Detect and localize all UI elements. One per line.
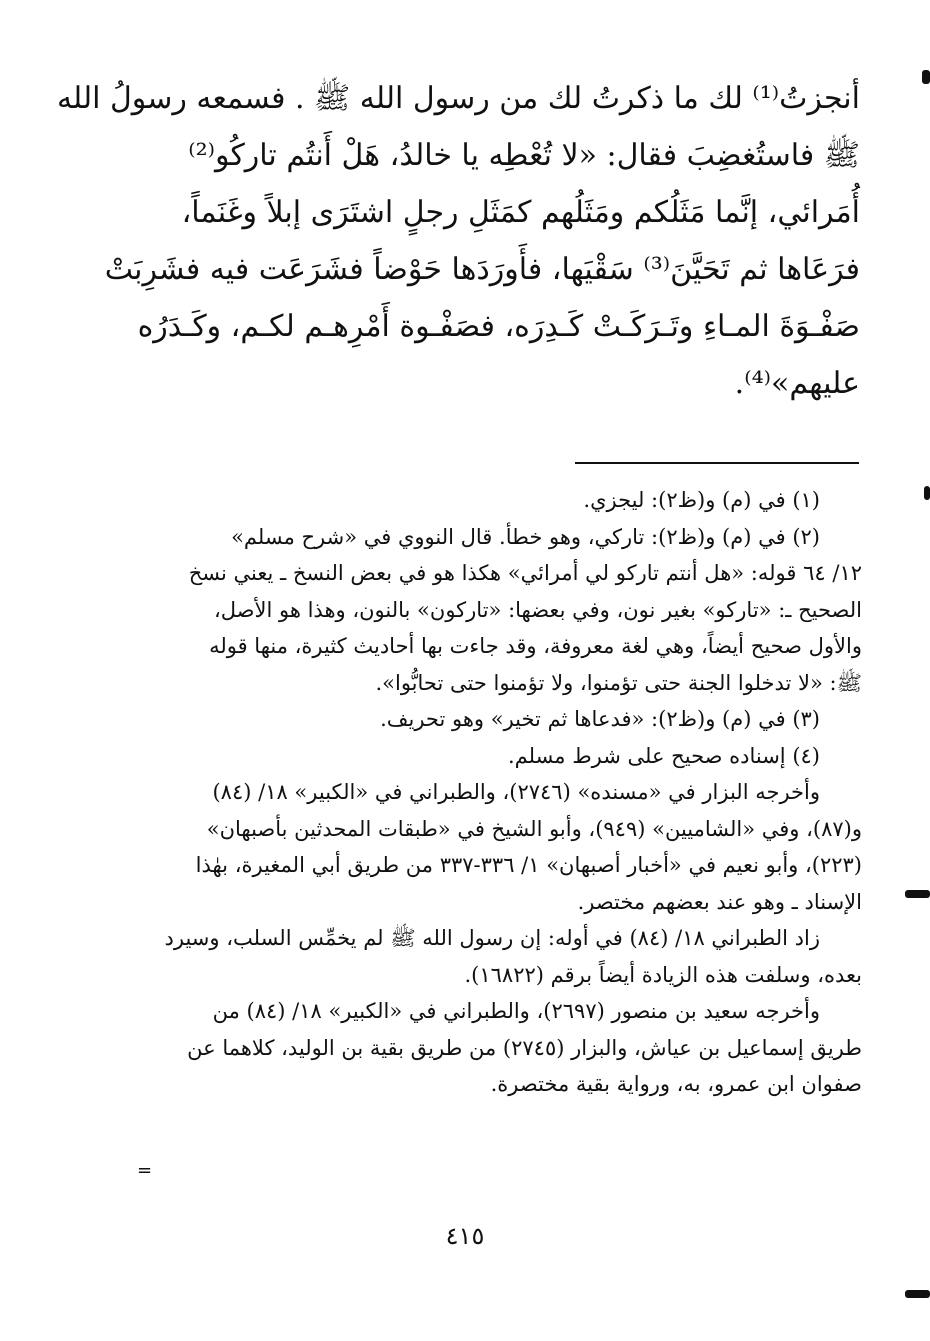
footnote-line: (٣) في (م) و(ظ٢): «فدعاها ثم تخير» وهو تحريف.	[380, 707, 820, 731]
scan-margin-mark	[905, 890, 930, 898]
footnote-line: الإسناد ـ وهو عند بعضهم مختصر.	[577, 889, 862, 914]
footnote-line: الصحيح ـ: «تاركو» بغير نون، وفي بعضها: «تاركون» بالنون، وهذا هو الأصل،	[214, 597, 862, 622]
footnote-line: ١٢/ ٦٤ قوله: «هل أنتم تاركو لي أمرائي» هكذا هو في بعض النسخ ـ يعني نسخ	[188, 561, 862, 585]
footnote-line: (٢٢٣)، وأبو نعيم في «أخبار أصبهان» ١/ ٣٣٦-٣٣٧ من طريق أبي المغيرة، بهٰذا	[195, 853, 862, 877]
footnote-line: (١) في (م) و(ظ٢): ليجزي.	[583, 488, 820, 512]
main-text	[56, 70, 860, 412]
footnote-2	[150, 519, 862, 556]
scan-margin-mark	[922, 70, 930, 84]
scan-margin-mark	[905, 1290, 930, 1298]
footnote-line: بعده، وسلفت هذه الزيادة أيضاً برقم (١٦٨٢٢).	[464, 962, 862, 987]
footnotes	[150, 482, 862, 1103]
footnote-line: وأخرجه سعيد بن منصور (٢٦٩٧)، والطبراني في «الكبير» ١٨/ (٨٤) من	[212, 999, 820, 1023]
main-text-line: فرَعَاها ثم تَحَيَّنَ⁽³⁾ سَقْيَها، فأَورَدَها حَوْضاً فشَرَعَت فيه فشَرِبَتْ	[104, 252, 860, 287]
footnote-line: والأول صحيح أيضاً، وهي لغة معروفة، وقد جاءت بها أحاديث كثيرة، منها قوله	[209, 634, 862, 658]
page-number: ٤١٥	[445, 1222, 485, 1250]
footnote-line: طريق إسماعيل بن عياش، والبزار (٢٧٤٥) من طريق بقية بن الوليد، كلاهما عن	[187, 1035, 862, 1060]
scan-margin-mark	[924, 486, 930, 500]
continuation-mark: =	[137, 1160, 153, 1181]
footnote-4-addition-continued	[150, 957, 862, 994]
footnote-line: صفوان ابن عمرو، به، ورواية بقية مختصرة.	[490, 1072, 862, 1096]
footnote-4-takhrij-continued	[150, 811, 862, 921]
footnote-4	[150, 738, 862, 775]
footnote-line: ﷺ: «لا تدخلوا الجنة حتى تؤمنوا، ولا تؤمنوا حتى تحابُّوا».	[375, 670, 862, 695]
footnote-line: زاد الطبراني ١٨/ (٨٤) في أوله: إن رسول الله ﷺ لم يخمِّس السلب، وسيرد	[164, 926, 820, 950]
main-text-line: أنجزتُ⁽¹⁾ لك ما ذكرتُ لك من رسول الله ﷺ . فسمعه رسولُ الله	[56, 81, 860, 116]
main-text-line: عليهم»⁽⁴⁾.	[734, 366, 860, 401]
main-text-line: ﷺ فاستُغضِبَ فقال: «لا تُعْطِه يا خالدُ، هَلْ أَنتُم تاركُو⁽²⁾	[188, 138, 860, 173]
footnote-4-other-routes-continued	[150, 1030, 862, 1103]
footnote-4-other-routes	[150, 993, 862, 1030]
footnote-line: وأخرجه البزار في «مسنده» (٢٧٤٦)، والطبراني في «الكبير» ١٨/ (٨٤)	[212, 780, 820, 804]
footnote-4-addition	[150, 920, 862, 957]
footnote-2-continued	[150, 555, 862, 701]
footnote-separator	[575, 462, 859, 464]
footnote-3	[150, 701, 862, 738]
main-text-line: أُمَرائي، إنَّما مَثَلُكم ومَثَلُهم كمَثَلِ رجلٍ اشتَرَى إبلاً وغَنَماً،	[181, 195, 860, 230]
footnote-4-takhrij	[150, 774, 862, 811]
footnote-line: و(٨٧)، وفي «الشاميين» (٩٤٩)، وأبو الشيخ في «طبقات المحدثين بأصبهان»	[206, 816, 862, 841]
main-text-line: صَفْـوَةَ المـاءِ وتَـرَكَـتْ كَـدِرَه، فصَفْـوة أَمْرِهـم لكـم، وكَـدَرُه	[137, 309, 860, 344]
footnote-line: (٢) في (م) و(ظ٢): تاركي، وهو خطأ. قال النووي في «شرح مسلم»	[231, 524, 820, 549]
footnote-1	[150, 482, 862, 519]
footnote-line: (٤) إسناده صحيح على شرط مسلم.	[507, 743, 820, 768]
